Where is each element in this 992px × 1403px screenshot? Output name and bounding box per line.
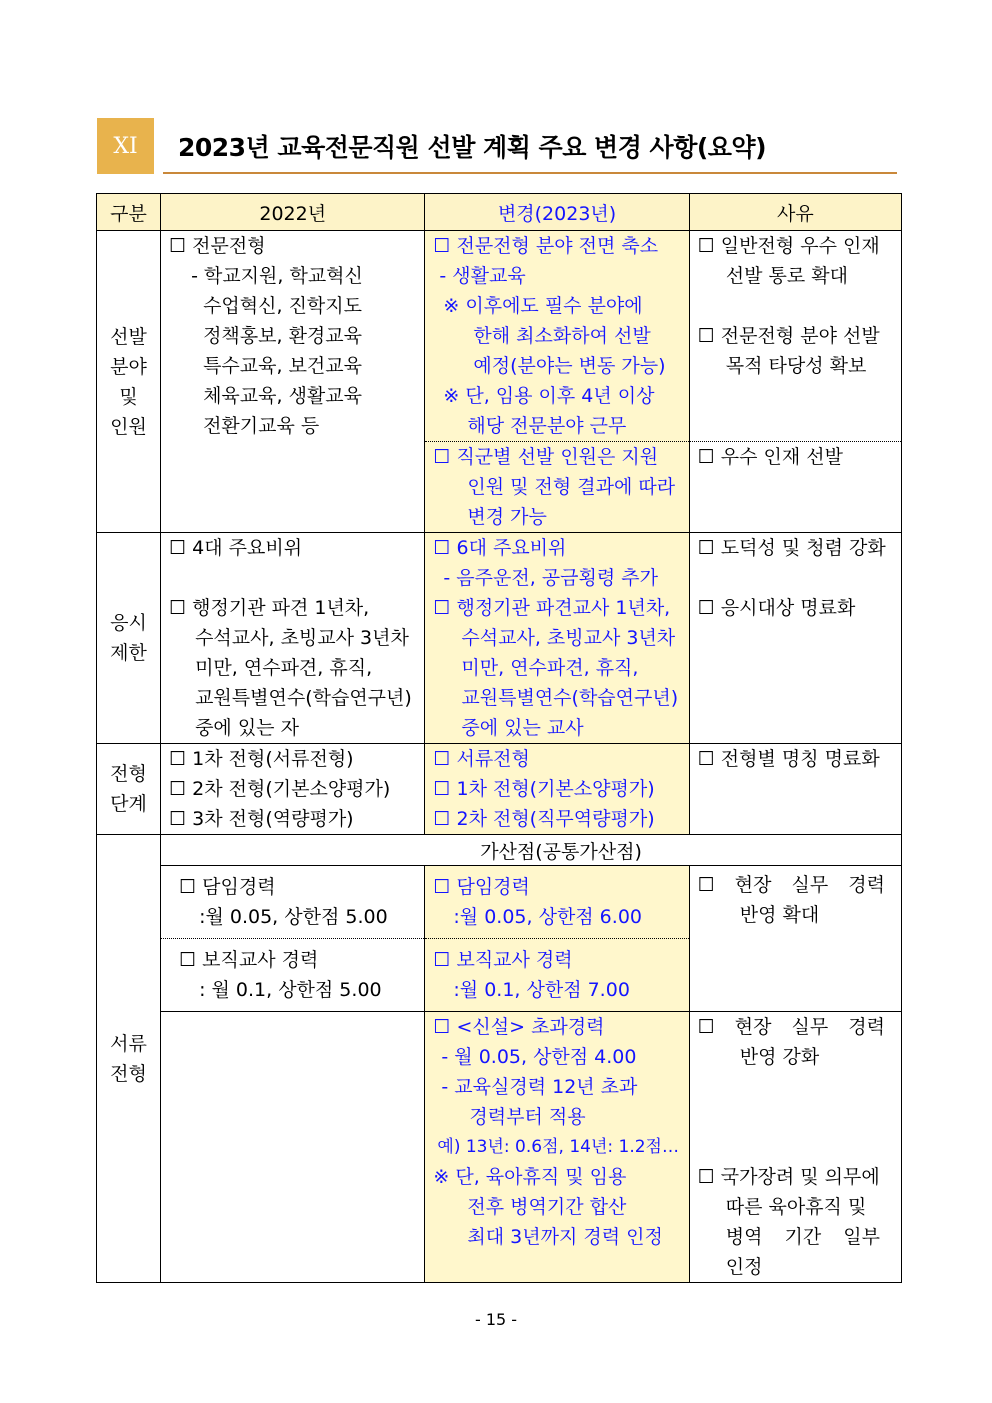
cell-change-position: ☐ 보직교사 경력 :월 0.1, 상한점 7.00 [425, 939, 689, 1012]
section-title: 2023년 교육전문직원 선발 계획 주요 변경 사항(요약) [178, 133, 767, 162]
table-row-documents-header [97, 835, 902, 866]
cell-2022-homeroom: ☐ 담임경력 :월 0.05, 상한점 5.00 [161, 866, 425, 939]
table-row-restriction [97, 533, 902, 744]
header-change-2023: 변경(2023년) [425, 194, 689, 231]
table-row-stages [97, 744, 902, 835]
header-reason: 사유 [689, 194, 901, 231]
cell-change-stages: ☐ 서류전형 ☐ 1차 전형(기본소양평가) ☐ 2차 전형(직무역량평가) [425, 744, 689, 835]
table-row-homeroom [97, 866, 902, 939]
header-2022: 2022년 [161, 194, 425, 231]
section-number-badge: XI [97, 118, 154, 174]
cell-reason-career-b: ☐ 현장 실무 경력 반영 강화 ☐ 국가장려 및 의무에 따른 육아휴직 및 병역 기간 일부 인정 [689, 1012, 901, 1283]
cell-reason-stages: ☐ 전형별 명칭 명료화 [689, 744, 901, 835]
bonus-points-subheader: 가산점(공통가산점) [161, 835, 902, 866]
cell-change-selection-a: ☐ 전문전형 분야 전면 축소 - 생활교육 ※ 이후에도 필수 분야에 한해 최소화하여 선발 예정(분야는 변동 가능) ※ 단, 임용 이후 4년 이상 해당 전문분야 근무 [425, 231, 689, 442]
page-number: - 15 - [474, 1310, 518, 1329]
category-restriction: 응시 제한 [97, 533, 161, 744]
cell-change-excess: ☐ <신설> 초과경력 - 월 0.05, 상한점 4.00 - 교육실경력 12년 초과 경력부터 적용 예) 13년: 0.6점, 14년: 1.2점… ※ 단, 육아휴직 및 임용 전후 병역기간 합산 최대 3년까지 경력 인정 [425, 1012, 689, 1283]
cell-reason-career-a: ☐ 현장 실무 경력 반영 확대 [689, 866, 901, 1012]
category-selection: 선발 분야 및 인원 [97, 231, 161, 533]
cell-2022-excess-empty [161, 1012, 425, 1283]
cell-change-homeroom: ☐ 담임경력 :월 0.05, 상한점 6.00 [425, 866, 689, 939]
title-underline [163, 172, 897, 174]
cell-2022-selection: ☐ 전문전형 - 학교지원, 학교혁신 수업혁신, 진학지도 정책홍보, 환경교육 특수교육, 보건교육 체육교육, 생활교육 전환기교육 등 [161, 231, 425, 533]
header-category: 구분 [97, 194, 161, 231]
cell-reason-selection-a: ☐ 일반전형 우수 인재 선발 통로 확대 ☐ 전문전형 분야 선발 목적 타당성 확보 [689, 231, 901, 442]
cell-reason-restriction: ☐ 도덕성 및 청렴 강화 ☐ 응시대상 명료화 [689, 533, 901, 744]
cell-change-selection-b: ☐ 직군별 선발 인원은 지원 인원 및 전형 결과에 따라 변경 가능 [425, 442, 689, 533]
cell-change-restriction: ☐ 6대 주요비위 - 음주운전, 공금횡령 추가 ☐ 행정기관 파견교사 1년차, 수석교사, 초빙교사 3년차 미만, 연수파견, 휴직, 교원특별연수(학습연구년) 중에 있는 교사 [425, 533, 689, 744]
cell-2022-restriction: ☐ 4대 주요비위 ☐ 행정기관 파견 1년차, 수석교사, 초빙교사 3년차 미만, 연수파견, 휴직, 교원특별연수(학습연구년) 중에 있는 자 [161, 533, 425, 744]
table-header-row [97, 194, 902, 231]
category-documents: 서류 전형 [97, 835, 161, 1283]
table-row-selection-a [97, 231, 902, 442]
cell-reason-selection-b: ☐ 우수 인재 선발 [689, 442, 901, 533]
cell-2022-position: ☐ 보직교사 경력 : 월 0.1, 상한점 5.00 [161, 939, 425, 1012]
category-stages: 전형 단계 [97, 744, 161, 835]
cell-2022-stages: ☐ 1차 전형(서류전형) ☐ 2차 전형(기본소양평가) ☐ 3차 전형(역량평가) [161, 744, 425, 835]
table-row-excess-career [97, 1012, 902, 1283]
changes-table [96, 193, 902, 1283]
